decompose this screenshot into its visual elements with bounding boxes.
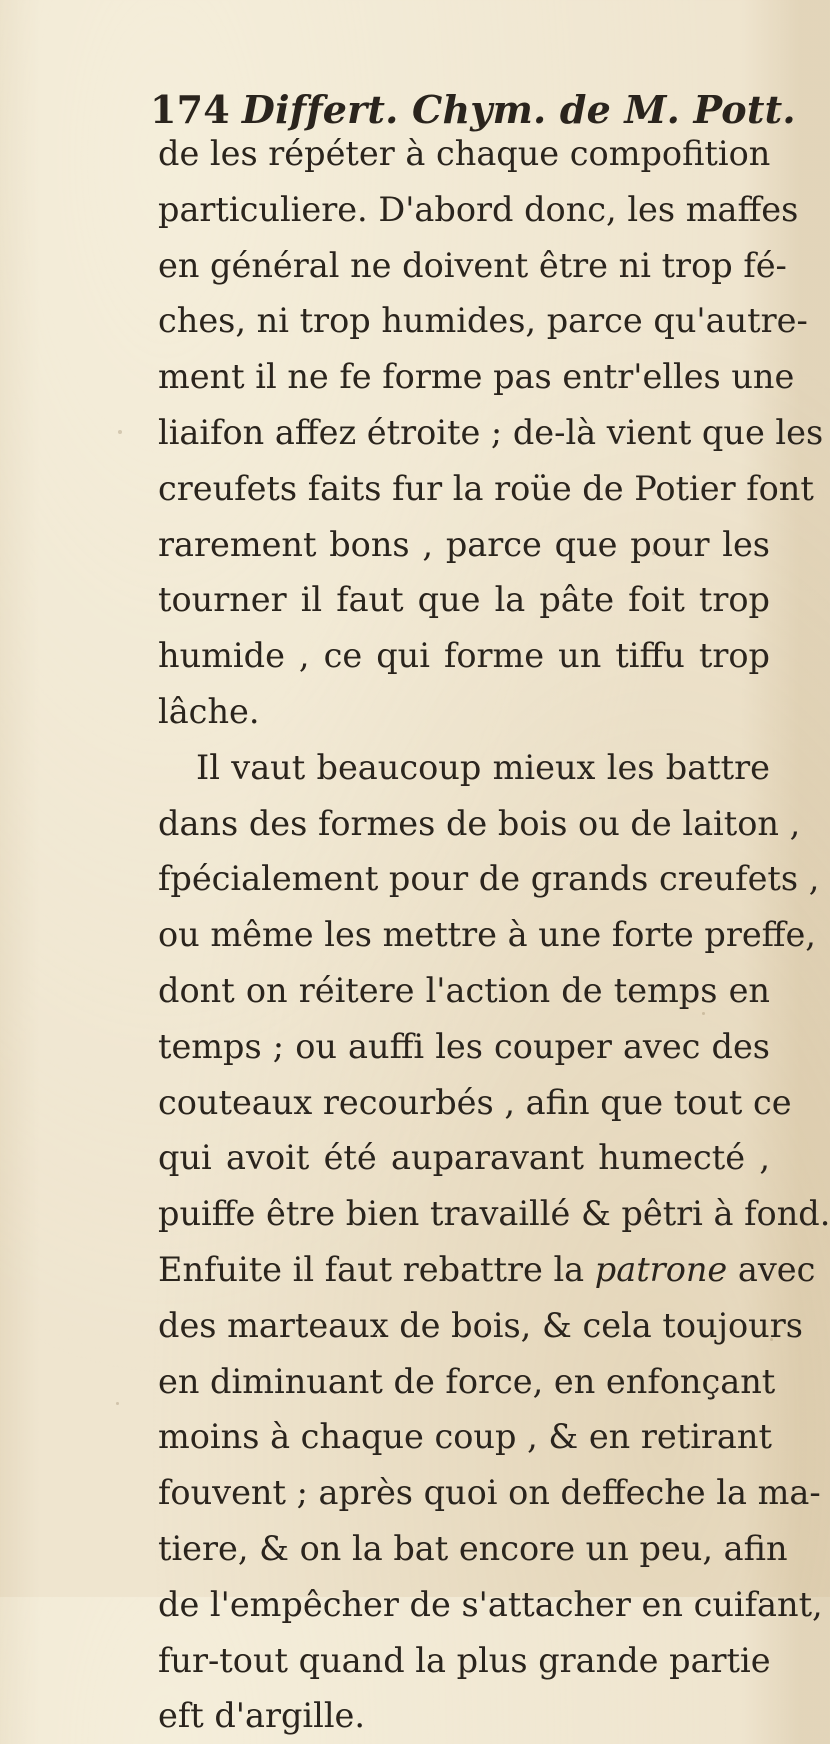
paragraph-first-line: Il vaut beaucoup mieux les battre bbox=[196, 747, 770, 787]
paper-speck bbox=[118, 430, 122, 434]
text-line: humide , ce qui forme un tiffu trop bbox=[158, 636, 770, 676]
text-line: des marteaux de bois, & cela toujours bbox=[158, 1305, 803, 1345]
text-line: particuliere. D'abord donc, les maffes bbox=[158, 189, 799, 229]
text-line: ou même les mettre à une forte preffe, bbox=[158, 915, 816, 955]
text-line: de l'empêcher de s'attacher en cuifant, bbox=[158, 1584, 823, 1624]
paper-speck bbox=[116, 1402, 119, 1405]
text-line: fpécialement pour de grands creufets , bbox=[158, 859, 820, 899]
paper-speck bbox=[652, 552, 655, 555]
text-line: puiffe être bien travaillé & pêtri à fond. bbox=[158, 1194, 830, 1234]
page-number: 174 bbox=[150, 87, 230, 132]
text-line: en diminuant de force, en enfonçant bbox=[158, 1361, 776, 1401]
text-line: ment il ne fe forme pas entr'elles une bbox=[158, 357, 795, 397]
text-line: temps ; ou auffi les couper avec des bbox=[158, 1026, 770, 1066]
text-line: lâche. bbox=[158, 691, 260, 731]
text-line: eft d'argille. bbox=[158, 1696, 366, 1736]
text-line: liaifon affez étroite ; de-là vient que les bbox=[158, 412, 824, 452]
italic-term: patrone bbox=[594, 1249, 728, 1289]
line-segment: Enfuite il faut rebattre la bbox=[158, 1249, 595, 1289]
text-line: creufets faits fur la roüe de Potier font bbox=[158, 468, 814, 508]
text-line: qui avoit été auparavant humecté , bbox=[158, 1138, 770, 1178]
text-line-with-italic bbox=[158, 1242, 816, 1298]
text-line: rarement bons , parce que pour les bbox=[158, 524, 770, 564]
text-line: couteaux recourbés , afin que tout ce bbox=[158, 1082, 792, 1122]
text-line: fouvent ; après quoi on deffeche la ma- bbox=[158, 1473, 821, 1513]
paper-speck bbox=[702, 1012, 705, 1015]
text-line: fur-tout quand la plus grande partie bbox=[158, 1640, 771, 1680]
paper-speck bbox=[770, 1338, 773, 1341]
body-text bbox=[158, 126, 830, 1744]
running-title: Differt. Chym. de M. Pott. bbox=[241, 87, 796, 132]
line-segment: avec bbox=[727, 1249, 816, 1289]
text-line: ches, ni trop humides, parce qu'autre- bbox=[158, 301, 808, 341]
text-line: moins à chaque coup , & en retirant bbox=[158, 1417, 772, 1457]
text-line: en général ne doivent être ni trop fé- bbox=[158, 245, 787, 285]
text-line: tourner il faut que la pâte foit trop bbox=[158, 580, 770, 620]
text-line: dont on réitere l'action de temps en bbox=[158, 970, 770, 1010]
text-line: de les répéter à chaque compofition bbox=[158, 134, 771, 173]
text-line: dans des formes de bois ou de laiton , bbox=[158, 803, 801, 843]
text-line: tiere, & on la bat encore un peu, afin bbox=[158, 1528, 788, 1568]
